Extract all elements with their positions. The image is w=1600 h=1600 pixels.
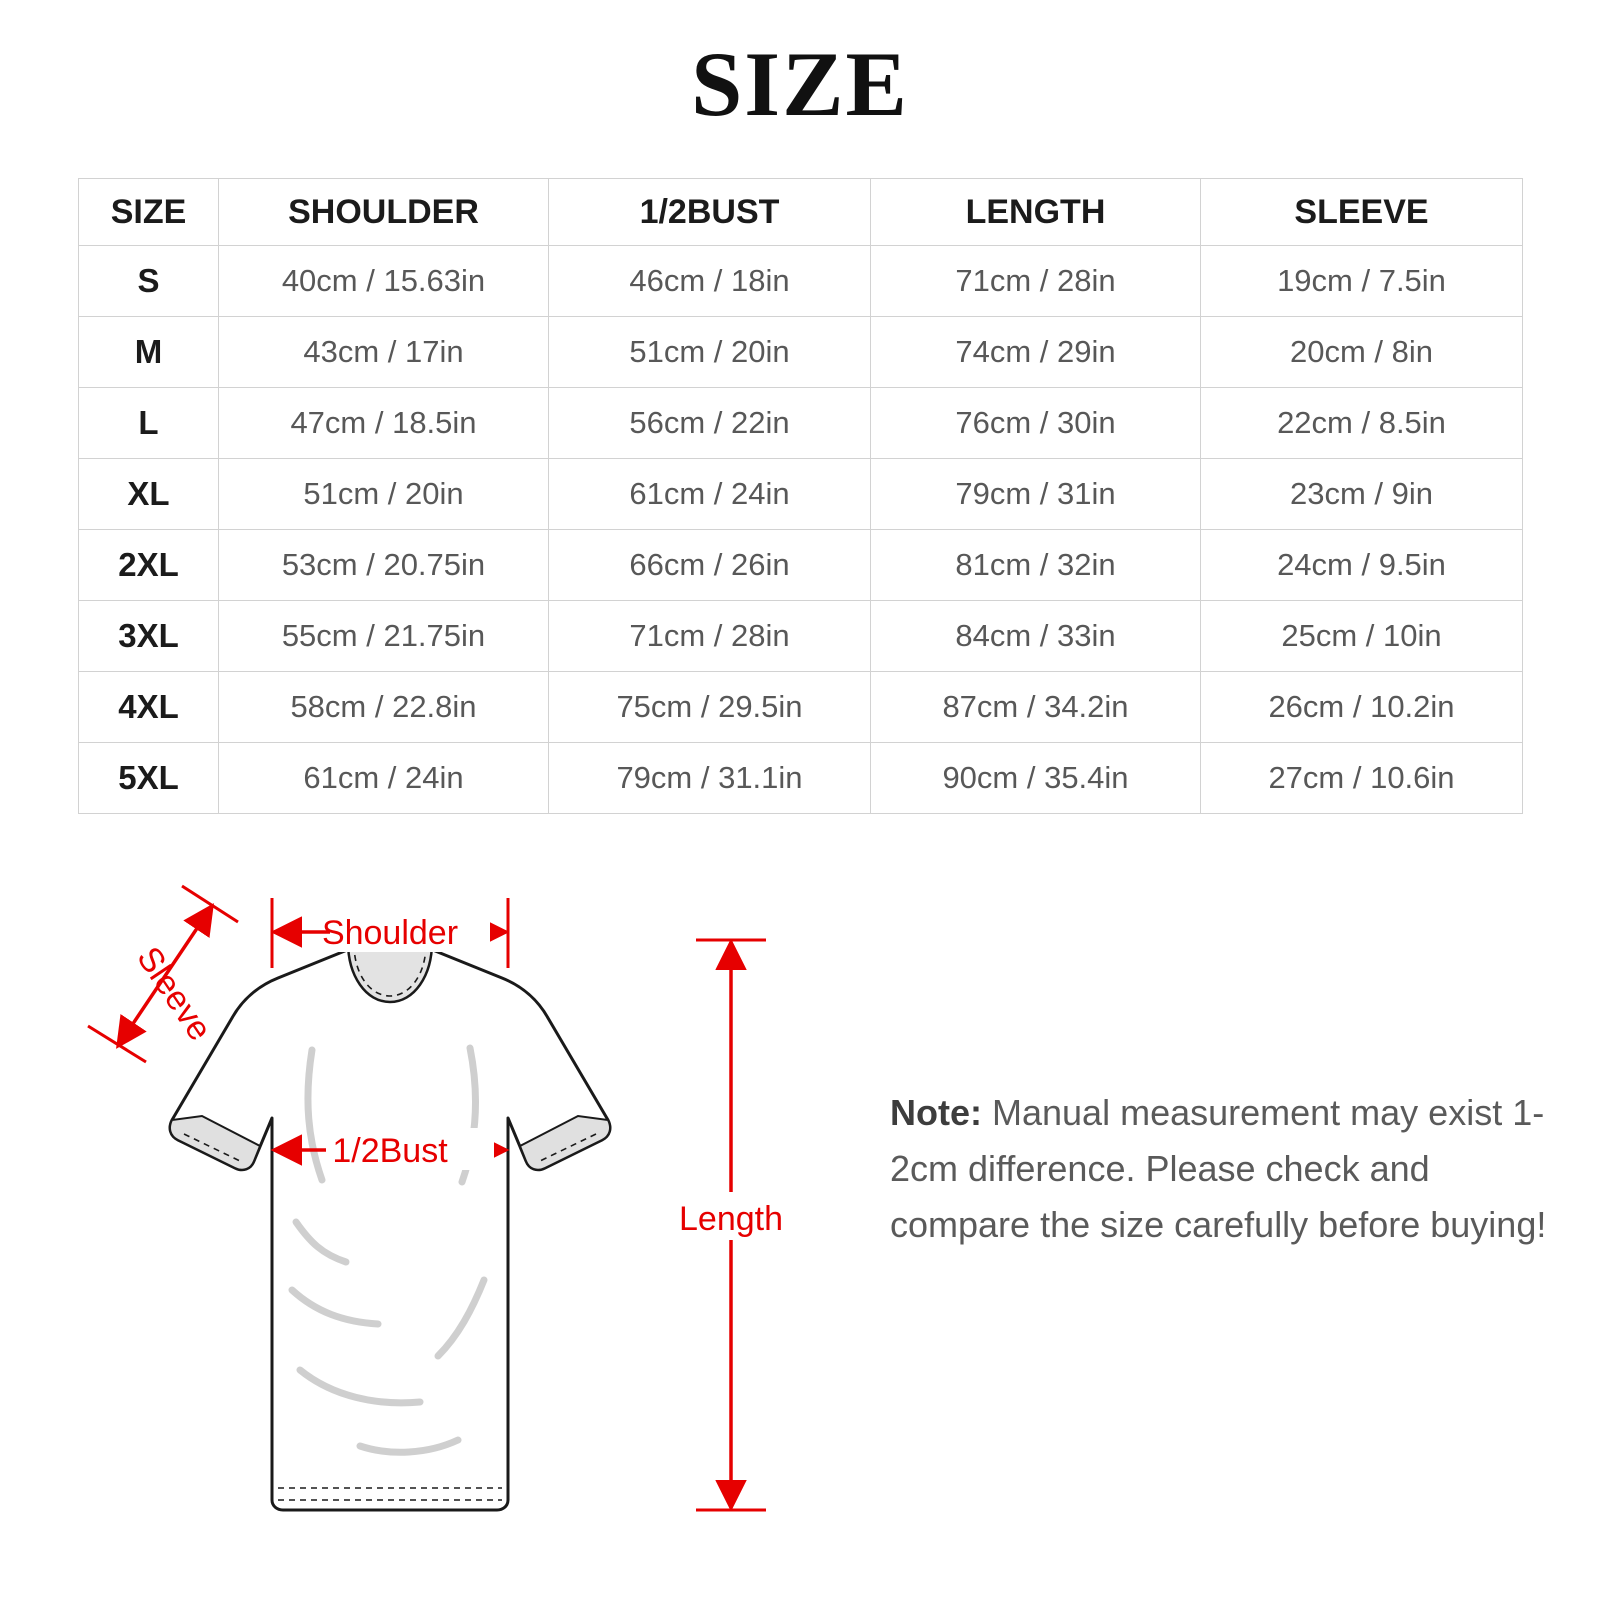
cell-length: 76cm / 30in (871, 388, 1201, 459)
table-row (79, 743, 1523, 814)
cell-size: L (79, 388, 219, 459)
note-text (890, 1085, 1550, 1252)
cell-bust: 79cm / 31.1in (549, 743, 871, 814)
table-row (79, 388, 1523, 459)
page-title: SIZE (691, 33, 909, 135)
size-chart-table (78, 178, 1522, 814)
cell-length: 87cm / 34.2in (871, 672, 1201, 743)
column-header-sleeve: SLEEVE (1201, 179, 1523, 246)
cell-sleeve: 24cm / 9.5in (1201, 530, 1523, 601)
table-row (79, 459, 1523, 530)
length-measure (676, 940, 788, 1510)
cell-size: S (79, 246, 219, 317)
cell-size: 4XL (79, 672, 219, 743)
cell-sleeve: 27cm / 10.6in (1201, 743, 1523, 814)
cell-bust: 71cm / 28in (549, 601, 871, 672)
cell-sleeve: 19cm / 7.5in (1201, 246, 1523, 317)
cell-shoulder: 43cm / 17in (219, 317, 549, 388)
cell-sleeve: 22cm / 8.5in (1201, 388, 1523, 459)
column-header-size: SIZE (79, 179, 219, 246)
note-body: Manual measurement may exist 1-2cm difference. Please check and compare the size carefully before buying! (890, 1092, 1547, 1245)
cell-bust: 66cm / 26in (549, 530, 871, 601)
cell-bust: 61cm / 24in (549, 459, 871, 530)
column-header-bust: 1/2BUST (549, 179, 871, 246)
cell-shoulder: 61cm / 24in (219, 743, 549, 814)
cell-length: 79cm / 31in (871, 459, 1201, 530)
cell-size: M (79, 317, 219, 388)
cell-shoulder: 51cm / 20in (219, 459, 549, 530)
tshirt-illustration (170, 940, 610, 1510)
cell-length: 90cm / 35.4in (871, 743, 1201, 814)
cell-sleeve: 25cm / 10in (1201, 601, 1523, 672)
measurement-diagram (60, 850, 860, 1570)
table-row (79, 530, 1523, 601)
cell-size: XL (79, 459, 219, 530)
cell-bust: 75cm / 29.5in (549, 672, 871, 743)
table-row (79, 601, 1523, 672)
sleeve-measure (88, 886, 238, 1062)
cell-size: 3XL (79, 601, 219, 672)
cell-sleeve: 26cm / 10.2in (1201, 672, 1523, 743)
label-sleeve: Sleeve (129, 940, 219, 1048)
note-label: Note: (890, 1092, 982, 1133)
cell-shoulder: 47cm / 18.5in (219, 388, 549, 459)
table-row (79, 246, 1523, 317)
table-header-row (79, 179, 1523, 246)
cell-size: 2XL (79, 530, 219, 601)
cell-shoulder: 53cm / 20.75in (219, 530, 549, 601)
cell-shoulder: 55cm / 21.75in (219, 601, 549, 672)
cell-shoulder: 58cm / 22.8in (219, 672, 549, 743)
column-header-shoulder: SHOULDER (219, 179, 549, 246)
column-header-length: LENGTH (871, 179, 1201, 246)
cell-sleeve: 20cm / 8in (1201, 317, 1523, 388)
cell-length: 84cm / 33in (871, 601, 1201, 672)
table-row (79, 672, 1523, 743)
cell-sleeve: 23cm / 9in (1201, 459, 1523, 530)
label-bust: 1/2Bust (332, 1132, 448, 1170)
table-row (79, 317, 1523, 388)
cell-bust: 56cm / 22in (549, 388, 871, 459)
cell-bust: 46cm / 18in (549, 246, 871, 317)
cell-length: 81cm / 32in (871, 530, 1201, 601)
cell-bust: 51cm / 20in (549, 317, 871, 388)
cell-length: 71cm / 28in (871, 246, 1201, 317)
cell-size: 5XL (79, 743, 219, 814)
cell-shoulder: 40cm / 15.63in (219, 246, 549, 317)
label-shoulder: Shoulder (321, 914, 459, 952)
cell-length: 74cm / 29in (871, 317, 1201, 388)
label-length: Length (679, 1200, 783, 1238)
